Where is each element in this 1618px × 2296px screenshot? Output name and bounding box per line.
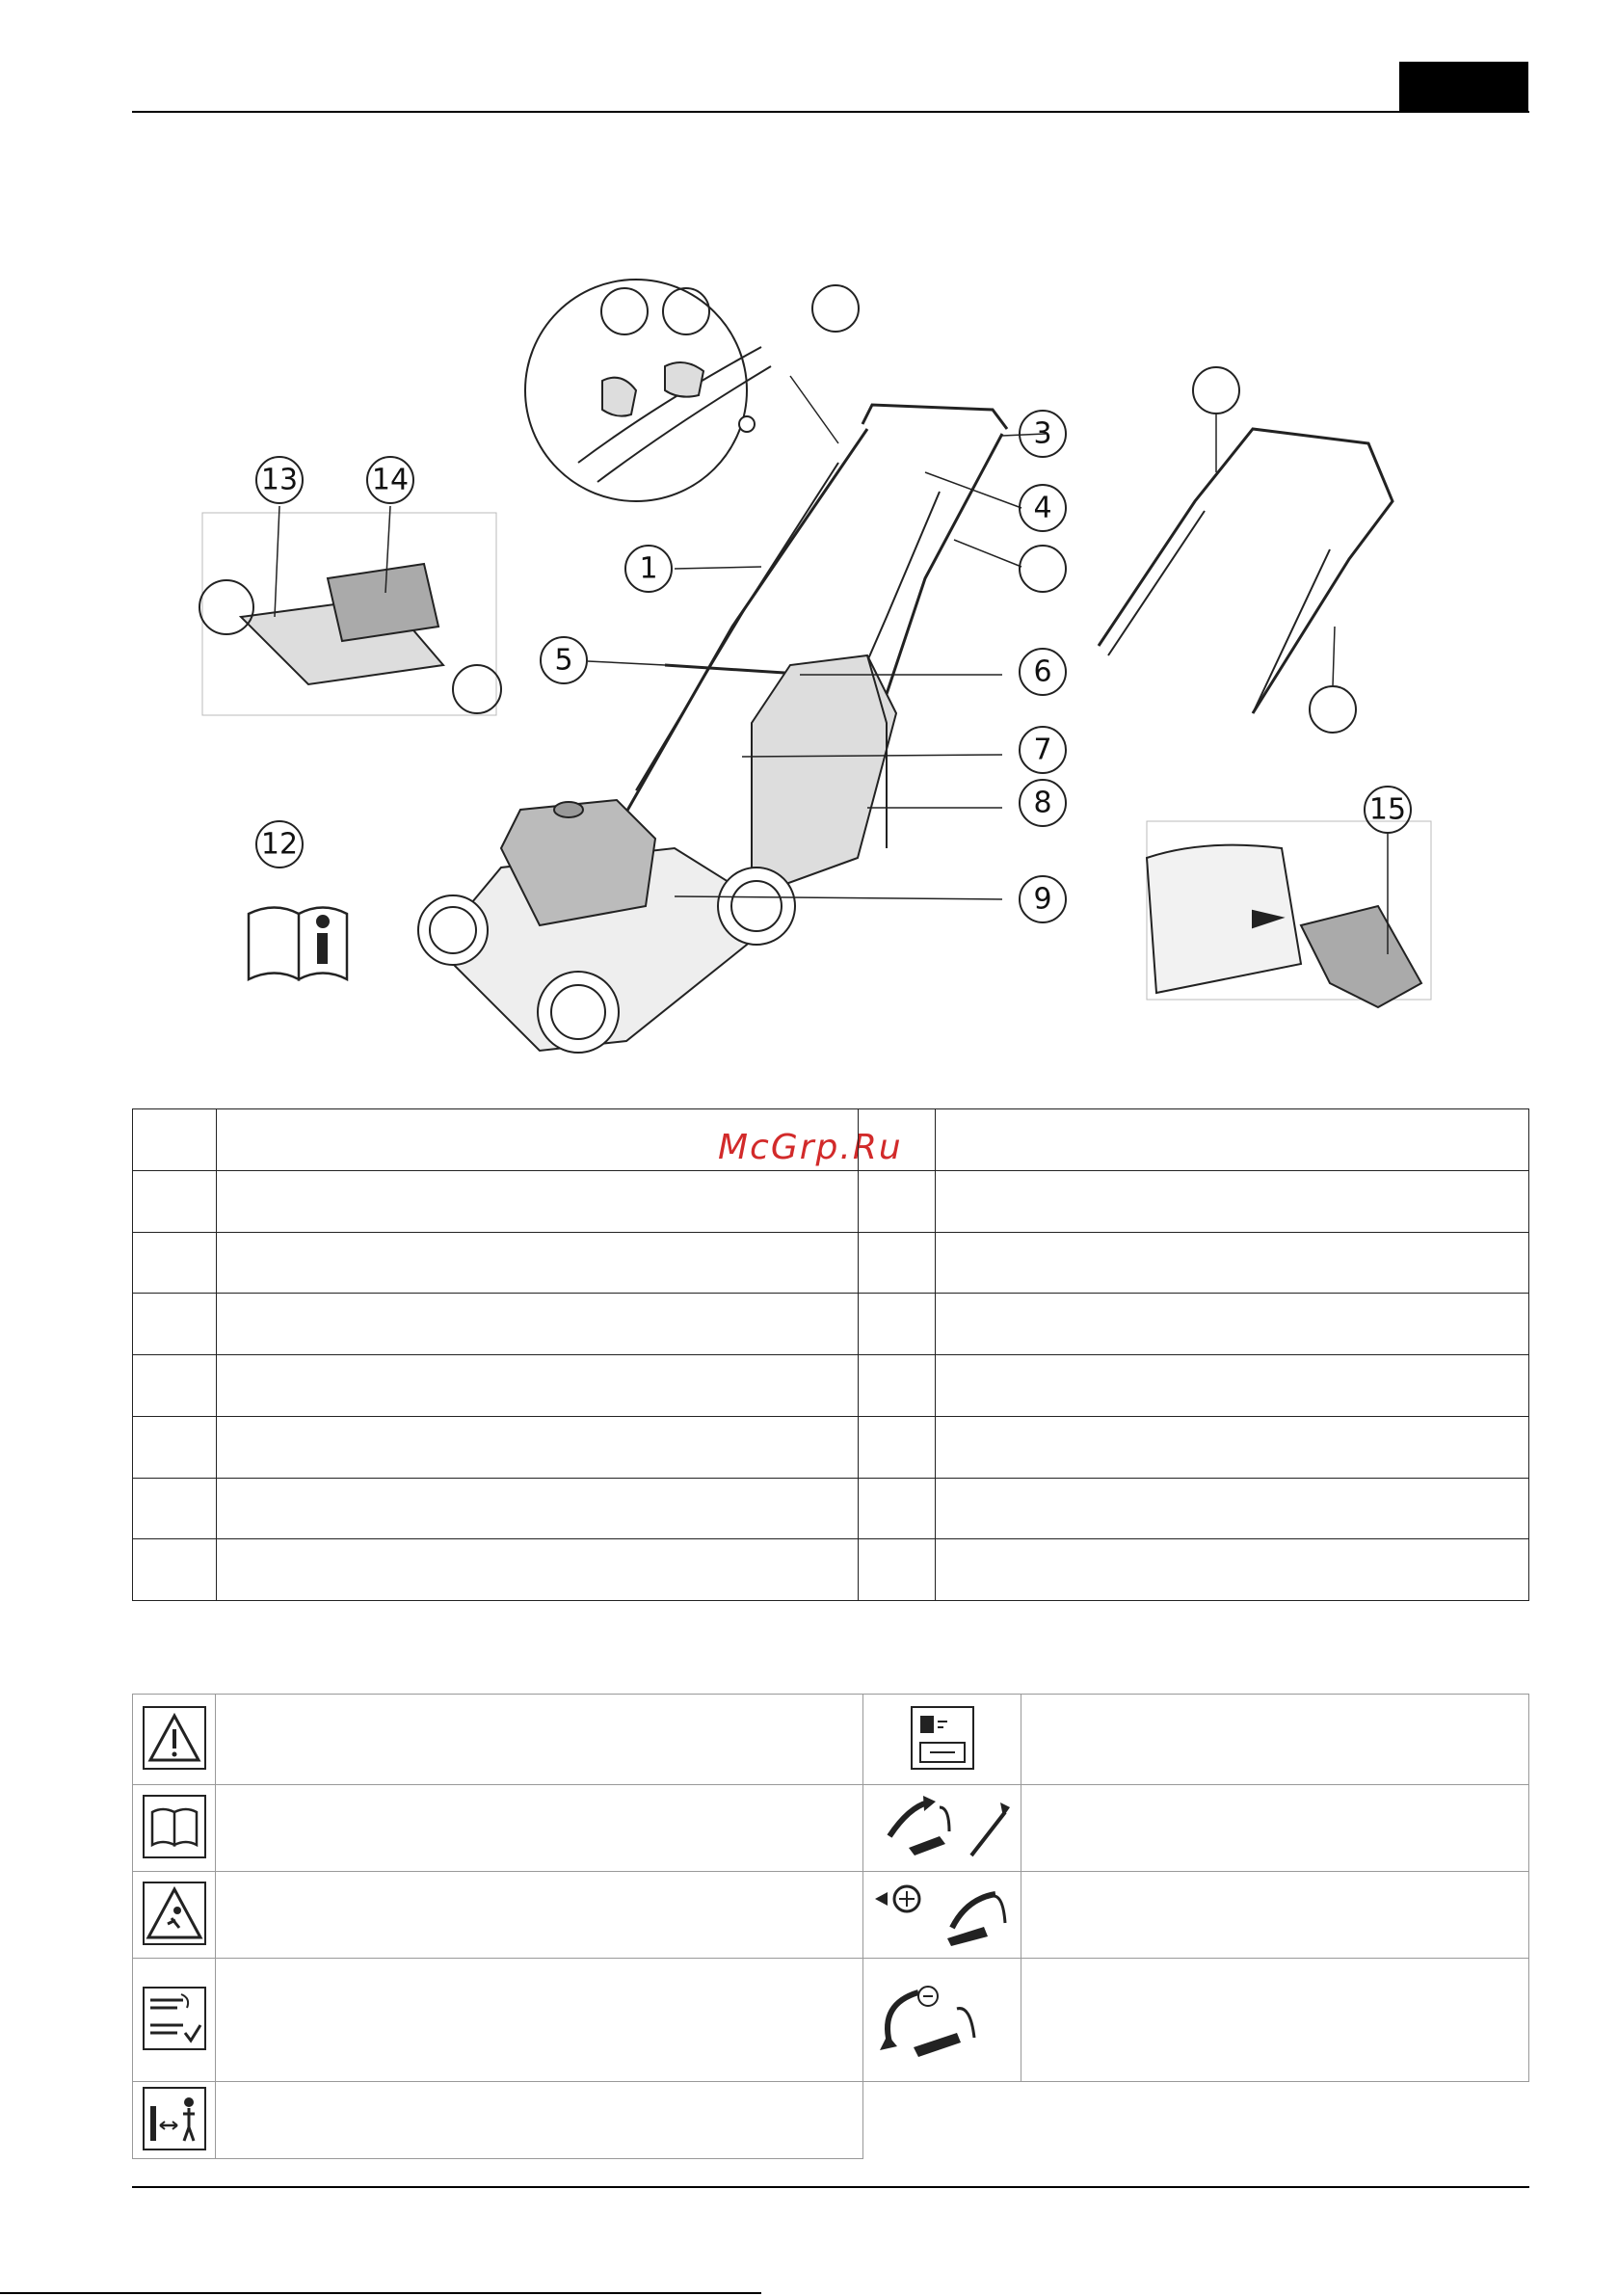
manual-info-icon [249,908,347,980]
table-row [133,1785,1529,1872]
callout-5: 5 [554,643,573,678]
safety-symbols-table [132,1694,1529,2159]
bottom-edge-rule [0,2292,761,2294]
table-row [133,1478,1529,1539]
callout-circle-blank-e [1193,367,1239,414]
keep-distance-person-icon [143,2087,206,2150]
callout-13: 13 [260,463,299,497]
blade-brake-lever-icon [870,1975,1015,2062]
callout-14: 14 [371,463,410,497]
table-row [133,1872,1529,1959]
callout-circle-blank-b [663,288,709,334]
callout-circle-blank-a [601,288,648,334]
parts-legend-table [132,1108,1529,1601]
table-row [133,2082,1529,2159]
watermark: McGrp.Ru [718,1128,903,1167]
callout-15: 15 [1368,792,1407,827]
table-row [133,1355,1529,1417]
manual-book-icon [143,1795,206,1858]
callout-9: 9 [1033,882,1052,917]
engine-stop-handle-icon [143,1987,206,2050]
table-row [133,1695,1529,1785]
table-row [133,1539,1529,1601]
callout-12: 12 [260,827,299,862]
lawnmower-figure [0,0,1618,1089]
footer-rule [132,2186,1529,2188]
callout-circle-blank-c [812,285,859,332]
callout-4: 4 [1033,491,1052,525]
handle-lever-forward-icon [870,1788,1015,1865]
callout-7: 7 [1033,733,1052,767]
table-row [133,1170,1529,1232]
callout-1: 1 [639,551,658,586]
callout-3: 3 [1033,416,1052,451]
table-row [133,1232,1529,1294]
table-row [133,1416,1529,1478]
callout-6: 6 [1033,654,1052,689]
warning-triangle-icon [143,1706,206,1770]
table-row [133,1959,1529,2082]
blade-rotation-forward-icon [870,1875,1015,1952]
callout-circle-blank-f [1310,686,1356,733]
thrown-objects-warning-icon [143,1882,206,1945]
callout-8: 8 [1033,786,1052,820]
grass-catcher-mode-icon [911,1706,974,1770]
table-row [133,1294,1529,1355]
table-row [133,1109,1529,1171]
callout-circle-blank-d [1020,546,1066,592]
